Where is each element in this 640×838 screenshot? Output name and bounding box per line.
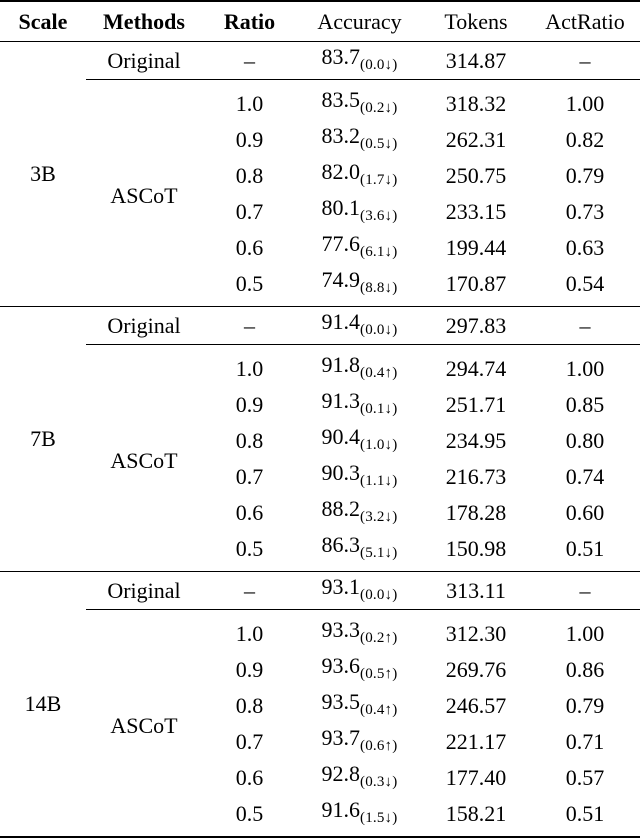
accuracy-value: 83.5 — [321, 87, 361, 112]
accuracy-value: 92.8 — [321, 761, 361, 786]
accuracy-delta: (0.0↓) — [360, 56, 398, 73]
actratio-cell: 0.74 — [565, 464, 605, 489]
actratio-cell: 0.54 — [565, 271, 605, 296]
accuracy-cell — [297, 345, 422, 388]
accuracy-delta: (0.2↓) — [360, 100, 398, 116]
accuracy-delta: (8.8↓) — [360, 280, 398, 296]
accuracy-cell — [297, 387, 422, 423]
tokens-cell: 250.75 — [445, 163, 507, 188]
ratio-cell: 0.6 — [235, 235, 264, 260]
actratio-cell: 0.60 — [565, 500, 605, 525]
tokens-cell: 221.17 — [445, 729, 507, 754]
accuracy-cell — [297, 495, 422, 531]
tokens-cell: 177.40 — [445, 765, 507, 790]
ratio-cell: 1.0 — [235, 356, 264, 381]
ratio-cell: 0.6 — [235, 765, 264, 790]
group-14b — [0, 572, 640, 838]
accuracy-delta: (1.1↓) — [360, 473, 398, 489]
ratio-cell: 0.8 — [235, 693, 264, 718]
original-row — [0, 42, 640, 80]
method-ascot: ASCoT — [110, 713, 178, 738]
scale-label: 7B — [30, 426, 56, 451]
ratio-cell: – — [202, 572, 297, 610]
actratio-cell: 1.00 — [565, 356, 605, 381]
ratio-cell: 0.8 — [235, 163, 264, 188]
accuracy-cell — [297, 194, 422, 230]
accuracy-value: 86.3 — [321, 532, 361, 557]
ratio-cell: 0.8 — [235, 428, 264, 453]
ratio-cell: 0.7 — [235, 199, 264, 224]
accuracy-delta: (1.5↓) — [360, 810, 398, 826]
actratio-cell: 0.51 — [565, 536, 605, 561]
ratio-cell: 0.9 — [235, 657, 264, 682]
accuracy-value: 91.4 — [321, 308, 361, 334]
ratio-cell: 1.0 — [235, 91, 264, 116]
ascot-row — [0, 610, 640, 653]
ratio-cell: 0.5 — [235, 271, 264, 296]
accuracy-value: 90.3 — [321, 460, 361, 485]
accuracy-value: 93.3 — [321, 617, 361, 642]
group-7b — [0, 307, 640, 572]
actratio-cell: 0.51 — [565, 801, 605, 826]
accuracy-cell — [297, 572, 422, 610]
accuracy-delta: (0.3↓) — [360, 774, 398, 790]
accuracy-cell — [297, 158, 422, 194]
accuracy-delta: (0.5↓) — [360, 136, 398, 152]
accuracy-delta: (0.0↓) — [360, 586, 398, 603]
accuracy-value: 90.4 — [321, 424, 361, 449]
tokens-cell: 233.15 — [445, 199, 507, 224]
accuracy-cell — [297, 531, 422, 572]
header-row — [0, 1, 640, 42]
method-original: Original — [86, 307, 202, 345]
ratio-cell: – — [202, 42, 297, 80]
accuracy-value: 83.2 — [321, 123, 361, 148]
actratio-cell: 1.00 — [565, 91, 605, 116]
accuracy-value: 91.3 — [321, 388, 361, 413]
tokens-cell: 269.76 — [445, 657, 507, 682]
actratio-cell: 0.80 — [565, 428, 605, 453]
accuracy-cell — [297, 42, 422, 80]
accuracy-delta: (0.6↑) — [360, 738, 398, 754]
accuracy-value: 88.2 — [321, 496, 361, 521]
accuracy-delta: (5.1↓) — [360, 545, 398, 561]
ascot-row — [0, 80, 640, 123]
actratio-cell: 0.63 — [565, 235, 605, 260]
method-original: Original — [86, 42, 202, 80]
tokens-cell: 312.30 — [445, 621, 507, 646]
tokens-cell: 297.83 — [422, 307, 530, 345]
accuracy-value: 80.1 — [321, 195, 361, 220]
group-3b — [0, 42, 640, 307]
ratio-cell: 0.9 — [235, 392, 264, 417]
original-row — [0, 307, 640, 345]
header-scale: Scale — [18, 8, 68, 34]
accuracy-value: 82.0 — [321, 159, 361, 184]
tokens-cell: 262.31 — [445, 127, 507, 152]
header-tokens: Tokens — [444, 8, 508, 34]
accuracy-cell — [297, 724, 422, 760]
header-methods: Methods — [103, 8, 185, 34]
ratio-cell: 0.9 — [235, 127, 264, 152]
tokens-cell: 251.71 — [445, 392, 507, 417]
accuracy-delta: (0.4↑) — [360, 702, 398, 718]
accuracy-cell — [297, 459, 422, 495]
ratio-cell: 0.6 — [235, 500, 264, 525]
accuracy-cell — [297, 652, 422, 688]
accuracy-delta: (0.5↑) — [360, 666, 398, 682]
actratio-cell: 0.57 — [565, 765, 605, 790]
ratio-cell: 0.5 — [235, 801, 264, 826]
ratio-cell: – — [202, 307, 297, 345]
accuracy-delta: (0.1↓) — [360, 401, 398, 417]
accuracy-cell — [297, 423, 422, 459]
actratio-cell: – — [530, 42, 640, 80]
accuracy-cell — [297, 307, 422, 345]
tokens-cell: 150.98 — [445, 536, 507, 561]
method-ascot: ASCoT — [110, 448, 178, 473]
accuracy-cell — [297, 122, 422, 158]
accuracy-value: 91.6 — [321, 797, 361, 822]
actratio-cell: 0.79 — [565, 163, 605, 188]
accuracy-cell — [297, 688, 422, 724]
accuracy-delta: (0.4↑) — [360, 365, 398, 381]
accuracy-delta: (1.0↓) — [360, 437, 398, 453]
accuracy-value: 93.5 — [321, 689, 361, 714]
actratio-cell: – — [530, 307, 640, 345]
actratio-cell: – — [530, 572, 640, 610]
tokens-cell: 294.74 — [445, 356, 507, 381]
method-ascot: ASCoT — [110, 183, 178, 208]
accuracy-value: 93.6 — [321, 653, 361, 678]
actratio-cell: 0.86 — [565, 657, 605, 682]
tokens-cell: 216.73 — [445, 464, 507, 489]
ratio-cell: 0.7 — [235, 464, 264, 489]
tokens-cell: 158.21 — [445, 801, 507, 826]
ratio-cell: 0.7 — [235, 729, 264, 754]
tokens-cell: 313.11 — [422, 572, 530, 610]
tokens-cell: 234.95 — [445, 428, 507, 453]
accuracy-value: 91.8 — [321, 352, 361, 377]
header-actratio: ActRatio — [545, 8, 625, 34]
actratio-cell: 0.71 — [565, 729, 605, 754]
accuracy-cell — [297, 760, 422, 796]
accuracy-delta: (3.2↓) — [360, 509, 398, 525]
actratio-cell: 0.79 — [565, 693, 605, 718]
accuracy-value: 93.7 — [321, 725, 361, 750]
accuracy-delta: (0.2↑) — [360, 630, 398, 646]
actratio-cell: 0.85 — [565, 392, 605, 417]
original-row — [0, 572, 640, 610]
header-accuracy: Accuracy — [317, 8, 402, 34]
accuracy-cell — [297, 230, 422, 266]
accuracy-cell — [297, 796, 422, 837]
tokens-cell: 170.87 — [445, 271, 507, 296]
ratio-cell: 0.5 — [235, 536, 264, 561]
ratio-cell: 1.0 — [235, 621, 264, 646]
tokens-cell: 246.57 — [445, 693, 507, 718]
ascot-row — [0, 345, 640, 388]
accuracy-delta: (1.7↓) — [360, 172, 398, 188]
actratio-cell: 1.00 — [565, 621, 605, 646]
accuracy-delta: (0.0↓) — [360, 321, 398, 338]
actratio-cell: 0.82 — [565, 127, 605, 152]
accuracy-value: 93.1 — [321, 573, 361, 599]
tokens-cell: 178.28 — [445, 500, 507, 525]
tokens-cell: 318.32 — [445, 91, 507, 116]
method-original: Original — [86, 572, 202, 610]
actratio-cell: 0.73 — [565, 199, 605, 224]
accuracy-delta: (3.6↓) — [360, 208, 398, 224]
accuracy-cell — [297, 266, 422, 307]
accuracy-value: 77.6 — [321, 231, 361, 256]
accuracy-cell — [297, 80, 422, 123]
accuracy-value: 83.7 — [321, 43, 361, 69]
accuracy-value: 74.9 — [321, 267, 361, 292]
accuracy-delta: (6.1↓) — [360, 244, 398, 260]
scale-label: 3B — [30, 161, 56, 186]
scale-label: 14B — [24, 691, 62, 716]
header-ratio: Ratio — [223, 8, 276, 34]
accuracy-cell — [297, 610, 422, 653]
tokens-cell: 314.87 — [422, 42, 530, 80]
tokens-cell: 199.44 — [445, 235, 507, 260]
